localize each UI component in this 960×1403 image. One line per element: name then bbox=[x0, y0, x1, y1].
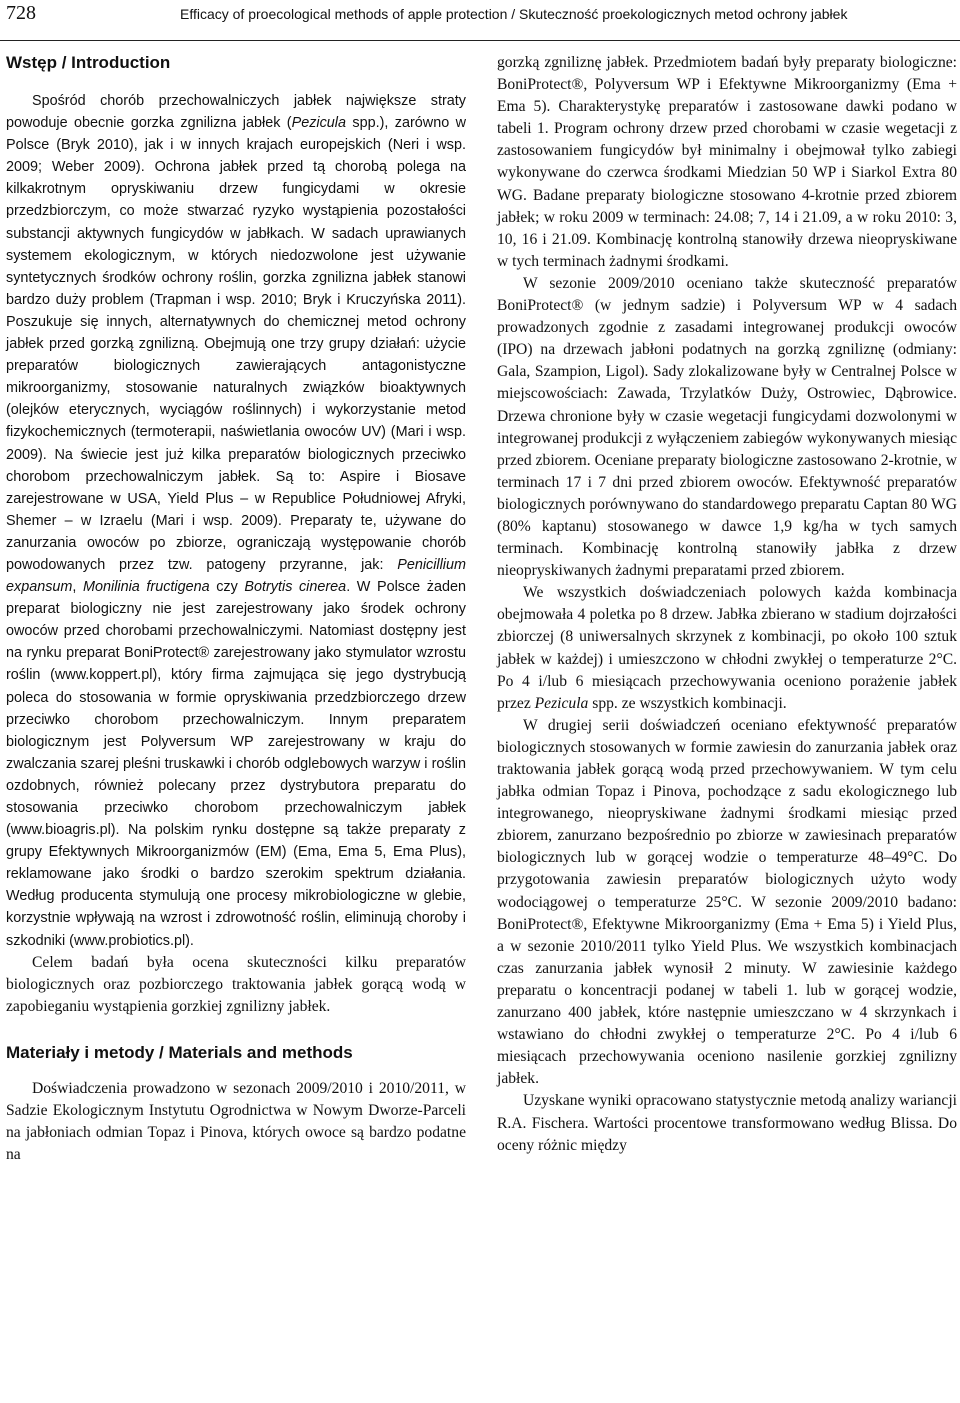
intro-p1-species-1: Penicillium expansum bbox=[6, 556, 466, 596]
intro-p1-serif-d: . W Polsce żaden preparat biologiczny nie jest zarejestrowany jako środek ochrony owoców przed chorobami przechowalniczymi. Natomiast dostępny jest na rynku preparat BoniProtect® zarejestrowany jako stymulator wzrostu roślin (www.koppert.pl), który firma zajmująca się jego dystrybucją poleca do stosowania w formie opryskiwania przedzbiorczego drzew przeciwko chorobom przechowalniczym. Innym preparatem biologicznym jest Polyversum WP zarejestrowany w kraju do zwalczania szarej pleśni truskawki i chorób odglebowych warzyw i roślin ozdobnych, również polecany przez dystrybutora preparatu do stosowania przeciwko chorobom przechowalniczym jabłek (www.bioagris.pl). Na polskim rynku dostępne są także preparaty z grupy Efektywnych Mikroorganizmów (EM) (Ema, Ema 5, Ema Plus), reklamowane jako środki o bardzo szerokim spektrum działania. Według producenta stymulują one procesy mikrobiologiczne w glebie, korzystnie wpływają na wzrost i zdrowotność roślin, eliminują choroby i szkodniki (www.probiotics.pl). bbox=[6, 579, 466, 949]
methods-paragraph-1: Doświadczenia prowadzono w sezonach 2009/2010 i 2010/2011, w Sadzie Ekologicznym Instytutu Ogrodnictwa w Nowym Dworze-Parceli na jabłoniach odmian Topaz i Pinova, których owoce są bardzo podatne na bbox=[6, 1079, 466, 1164]
running-title: Efficacy of proecological methods of apple protection / Skuteczność proekologicznych metod ochrony jabłek bbox=[180, 6, 848, 22]
methods-paragraph-5: Uzyskane wyniki opracowano statystycznie metodą analizy wariancji R.A. Fischera. Wartości procentowe transformowano według Blissa. Do oceny różnic między bbox=[497, 1092, 957, 1154]
intro-p1-serif-b: , bbox=[72, 579, 84, 596]
left-column bbox=[6, 52, 466, 1166]
methods-paragraph-3 bbox=[497, 582, 957, 715]
intro-p1-serif-c: czy bbox=[209, 579, 245, 596]
intro-p1-sans: Spośród chorób przechowalniczych jabłek największe straty powoduje obecnie gorzka zgnilizna jabłek ( bbox=[6, 93, 466, 132]
intro-p1-genus: Pezicula bbox=[291, 115, 347, 132]
right-column bbox=[497, 52, 957, 1157]
methods-heading: Materiały i metody / Materials and methods bbox=[6, 1042, 353, 1062]
intro-p1-serif-a: W sadach uprawianych systemem ekologicznym, w których niedozwolone jest używanie syntetycznych środków ochrony roślin, gorzka zgnilizna jabłek stanowi bardzo duży problem (Trapman i wsp. 2010; Bryk i Kruczyńska 2011). Poszukuje się innych, alternatywnych do chemicznej metod ochrony jabłek przed gorzką zgnilizną. Obejmują one trzy grupy działań: użycie preparatów biologicznych zawierających antagonistyczne mikroorganizmy, stosowanie naturalnych związków bioaktywnych (olejków eterycznych, wyciągów roślinnych) i wykorzystanie metod fizykochemicznych (termoterapii, naświetlania owoców UV) (Mari i wsp. 2009). Na świecie jest już kilka preparatów biologicznych przeciwko chorobom przechowalniczym jabłek. Są to: Aspire i Biosave zarejestrowane w USA, Yield Plus – w Republice Południowej Afryki, Shemer – w Izraelu (Mari i wsp. 2009). Preparaty te, używane do zanurzania owoców po zbiorze, ograniczają występowanie chorób powodowanych przez tzw. patogeny przyranne, jak: bbox=[6, 225, 466, 573]
methods-p3-a: We wszystkich doświadczeniach polowych każda kombinacja obejmowała 4 poletka po 8 drzew. Jabłka zbierano w stadium dojrzałości zbiorczej (8 uniwersalnych skrzynek z kombinacji, po około 100 sztuk jabłek w każdej) i umieszczono w chłodni zwykłej o temperaturze 2°C. Po 4 i/lub 6 miesiącach przechowywania oceniono porażenie jabłek przez bbox=[497, 584, 957, 712]
intro-heading: Wstęp / Introduction bbox=[6, 53, 171, 72]
methods-paragraph-1-continued: gorzką zgniliznę jabłek. Przedmiotem badań były preparaty biologiczne: BoniProtect®, Polyversum WP i Efektywne Mikroorganizmy (Ema + Ema 5). Charakterystykę preparatów i zastosowane dawki podano w tabeli 1. Program ochrony drzew przed chorobami w czasie wegetacji z zastosowaniem fungicydów był minimalny i obejmował tylko zabiegi wykonywane do czerwca środkami Miedzian 50 WP i Siarkol Extra 80 WG. Badane preparaty biologiczne stosowano 4-krotnie przed zbiorem jabłek; w roku 2009 w terminach: 24.08; 7, 14 i 21.09, a w roku 2010: 3, 10, 16 i 21.09. Kombinację kontrolną stanowiły drzewa nieopryskiwane w tych terminach żadnymi środkami. bbox=[497, 54, 957, 270]
page-number: 728 bbox=[6, 2, 36, 24]
methods-paragraph-2: W sezonie 2009/2010 oceniano także skuteczność preparatów BoniProtect® (w jednym sadzie) i Polyversum WP w 4 sadach prowadzonych zgodnie z zasadami integrowanej produkcji owoców (IPO) na drzewach jabłoni podatnych na gorzką zgniliznę (odmiany: Gala, Szampion, Ligol). Sady zlokalizowane były w Centralnej Polsce w miejscowościach: Zawada, Trzylatków Duży, Ostrowiec, Dąbrowice. Drzewa chronione były w czasie wegetacji fungicydami dozwolonymi w integrowanej produkcji z wyłączeniem zabiegów wykonywanych miesiąc przed zbiorem. Oceniane preparaty biologiczne zastosowano 2-krotnie, w terminach 17 i 7 dni przed zbiorem owoców. Efektywność preparatów biologicznych porównywano do standardowego preparatu Captan 80 WG (80% kaptanu) stosowanego w dawce 1,9 kg/ha w tych samych terminach. Kombinację kontrolną stanowiły jabłka z drzew nieopryskiwanych żadnymi preparatami przed zbiorem. bbox=[497, 274, 957, 580]
methods-paragraph-4: W drugiej serii doświadczeń oceniano efektywność preparatów biologicznych stosowanych w formie zawiesin do zanurzania jabłek oraz traktowania jabłek gorącą wodą przed przechowywaniem. W tym celu jabłka odmian Topaz i Pinova, pochodzące z sadu ekologicznego lub integrowanego, nieopryskiwane żadnymi środkami miesiąc przed zbiorem, zanurzano bezpośrednio po zbiorze w zawiesinach preparatów biologicznych lub w gorącej wodzie o temperaturze 48–49°C. Do przygotowania zawiesin preparatów biologicznych użyto wody wodociągowej o temperaturze 25°C. W sezonie 2009/2010 badano: BoniProtect®, Efektywne Mikroorganizmy (Ema + Ema 5) i Yield Plus, a w sezonie 2010/2011 tylko Yield Plus. We wszystkich kombinacjach czas zanurzania jabłek wynosił 2 minuty. W zawiesinie każdego preparatu o koncentracji podanej w tabeli 1. lub w gorącej wodzie, zanurzano 400 jabłek, które następnie umieszczano w 4 skrzynkach i wstawiano do chłodni zwykłej o temperaturze 2°C. Po 4 i/lub 6 miesiącach przechowywania oceniono nasilenie gorzkiej zgnilizny jabłek. bbox=[497, 716, 957, 1088]
intro-p1-species-2: Monilinia fructigena bbox=[83, 579, 210, 596]
intro-paragraph-2: Celem badań była ocena skuteczności kilku preparatów biologicznych oraz pozbiorczego traktowania jabłek gorącą wodą w zapobieganiu wystąpienia gorzkiej zgnilizny jabłek. bbox=[6, 953, 466, 1015]
intro-p1-sans-b: spp.), zarówno w Polsce (Bryk 2010), jak i w innych krajach europejskich (Neri i wsp. 2009; Weber 2009). Ochrona jabłek przed tą chorobą polega na kilkakrotnym opryskiwaniu drzew fungicydami w okresie przedzbiorczym, co może stwarzać ryzyko wystąpienia pozostałości substancji aktywnych fungicydów w jabłkach. bbox=[6, 115, 466, 242]
intro-paragraph-1 bbox=[6, 90, 466, 952]
page-header bbox=[0, 0, 960, 41]
methods-p3-b: spp. ze wszystkich kombinacji. bbox=[588, 694, 787, 712]
methods-p3-genus: Pezicula bbox=[534, 694, 589, 712]
intro-p1-species-3: Botrytis cinerea bbox=[244, 579, 347, 596]
